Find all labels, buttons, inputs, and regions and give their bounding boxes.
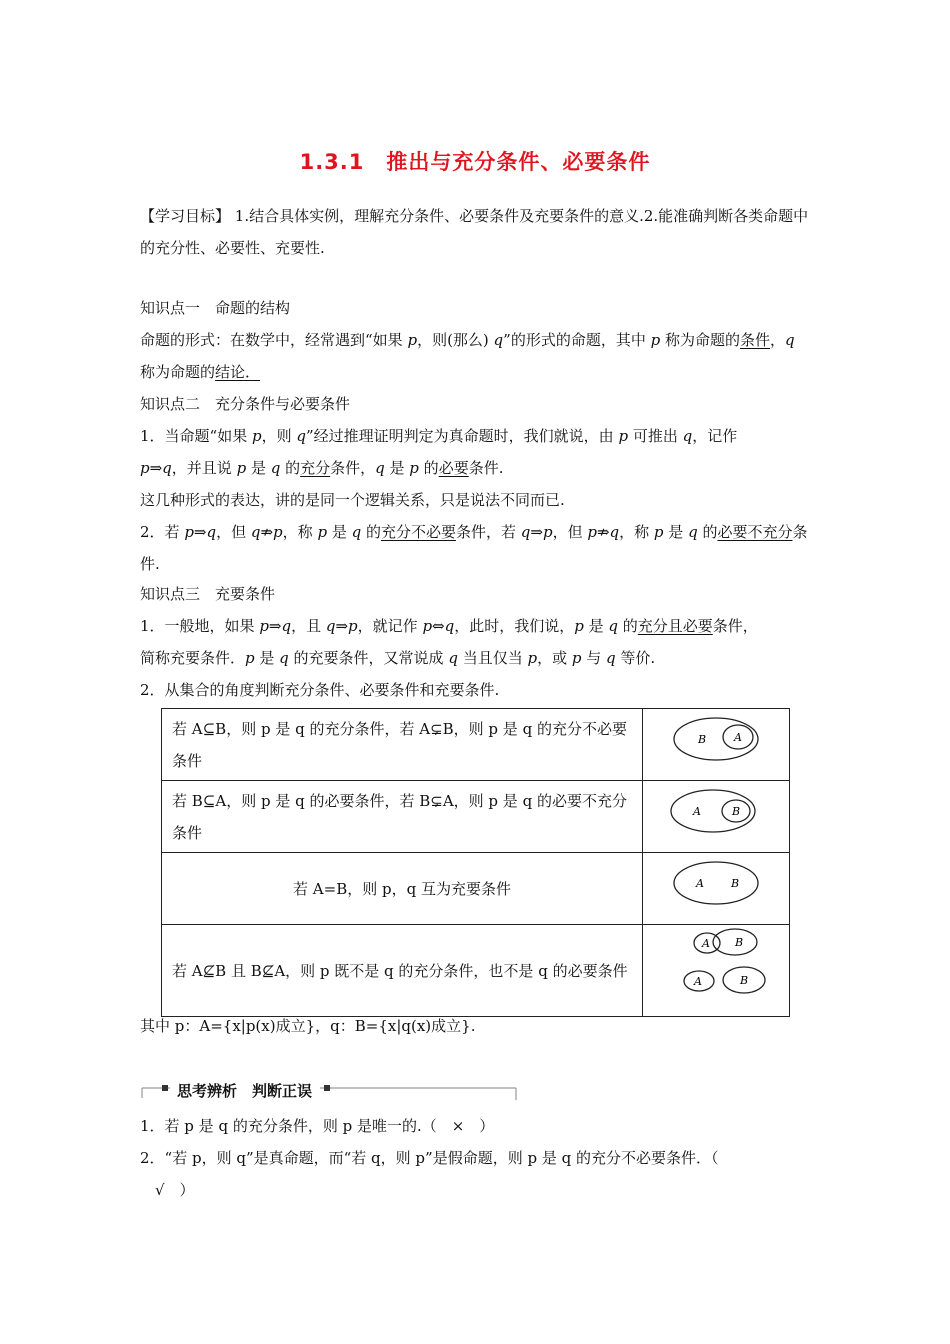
kp2-item-2: 2．若 p⇒q，但 q⇏p，称 p 是 q 的充分不必要条件，若 q⇒p，但 p⇏q，称 p 是 q 的必要不充分条件. bbox=[140, 523, 808, 573]
blank-necessary: 必要 bbox=[438, 459, 469, 477]
kp1-body: 命题的形式：在数学中，经常遇到“如果 p，则(那么) q”的形式的命题，其中 p 称为命题的条件，q 称为命题的结论． bbox=[140, 331, 795, 381]
learning-goals bbox=[140, 200, 812, 264]
label-b: B bbox=[698, 733, 707, 746]
set-definitions: 其中 p：A={x|p(x)成立}，q：B={x|q(x)成立}. bbox=[140, 1017, 476, 1035]
kp2-item-1: 1．当命题“如果 p，则 q”经过推理证明判定为真命题时，我们就说，由 p 可推出 q，记作 p⇒q，并且说 p 是 q 的充分条件，q 是 p 的必要条件. bbox=[140, 427, 738, 477]
knowledge-point-1 bbox=[140, 292, 812, 388]
kp2-heading: 知识点二 充分条件与必要条件 bbox=[140, 395, 351, 413]
kp3-item-1: 1．一般地，如果 p⇒q，且 q⇒p，就记作 p⇔q，此时，我们说，p 是 q 的充分且必要条件， 简称充要条件．p 是 q 的充要条件，又常说成 q 当且仅当 p，或 p 与 q 等价. bbox=[140, 617, 758, 667]
set-relation-table bbox=[161, 708, 790, 1017]
kp2-note: 这几种形式的表达，讲的是同一个逻辑关系，只是说法不同而已. bbox=[140, 491, 565, 509]
label-b: B bbox=[731, 877, 740, 890]
section-banner bbox=[140, 1082, 520, 1104]
blank-condition: 条件 bbox=[739, 331, 770, 349]
goals-label: 【学习目标】 bbox=[140, 207, 231, 225]
table-cell-text: 若 A=B，则 p，q 互为充要条件 bbox=[162, 853, 643, 925]
knowledge-point-3 bbox=[140, 578, 812, 706]
blank-conclusion: 结论． bbox=[215, 363, 261, 381]
label-a: A bbox=[693, 805, 701, 818]
judge-item-1: 1．若 p 是 q 的充分条件，则 p 是唯一的.（ × ） bbox=[140, 1117, 495, 1135]
label-b: B bbox=[735, 936, 744, 949]
kp3-item-2: 2．从集合的角度判断充分条件、必要条件和充要条件. bbox=[140, 681, 500, 699]
table-cell-text: 若 B⊆A，则 p 是 q 的必要条件，若 B⊊A，则 p 是 q 的必要不充分条件 bbox=[162, 781, 643, 853]
venn-a-in-b bbox=[643, 709, 790, 781]
blank-iff: 充分且必要 bbox=[637, 617, 713, 635]
label-a: A bbox=[696, 877, 704, 890]
kp3-heading: 知识点三 充要条件 bbox=[140, 585, 276, 603]
venn-a-equals-b bbox=[643, 853, 790, 925]
page-title: 1.3.1 推出与充分条件、必要条件 bbox=[299, 150, 651, 174]
goals-text: 1.结合具体实例，理解充分条件、必要条件及充要条件的意义.2.能准确判断各类命题中的充分性、必要性、充要性. bbox=[140, 207, 809, 257]
judge-questions bbox=[140, 1110, 812, 1206]
venn-b-in-a bbox=[643, 781, 790, 853]
table-row bbox=[162, 853, 790, 925]
blank-nec-not-suff: 必要不充分 bbox=[717, 523, 793, 541]
knowledge-point-2 bbox=[140, 388, 812, 580]
table-row bbox=[162, 925, 790, 1017]
table-cell-text: 若 A⊈B 且 B⊈A，则 p 既不是 q 的充分条件，也不是 q 的必要条件 bbox=[162, 925, 643, 1017]
label-a: A bbox=[694, 975, 702, 988]
judge-answer-2: √ ） bbox=[140, 1181, 195, 1199]
label-b: B bbox=[732, 805, 741, 818]
label-b: B bbox=[740, 974, 749, 987]
table-row bbox=[162, 709, 790, 781]
table-cell-text: 若 A⊆B，则 p 是 q 的充分条件，若 A⊊B，则 p 是 q 的充分不必要条件 bbox=[162, 709, 643, 781]
table-row bbox=[162, 781, 790, 853]
label-a: A bbox=[702, 937, 710, 950]
blank-sufficient: 充分 bbox=[300, 459, 331, 477]
banner-label: 思考辨析 判断正误 bbox=[173, 1080, 316, 1101]
label-a: A bbox=[734, 731, 742, 744]
judge-item-2: 2．“若 p，则 q”是真命题，而“若 q，则 p”是假命题，则 p 是 q 的充分不必要条件．（ √ ） bbox=[140, 1149, 719, 1199]
kp1-heading: 知识点一 命题的结构 bbox=[140, 299, 291, 317]
venn-no-inclusion bbox=[643, 925, 790, 1017]
blank-suff-not-nec: 充分不必要 bbox=[380, 523, 456, 541]
